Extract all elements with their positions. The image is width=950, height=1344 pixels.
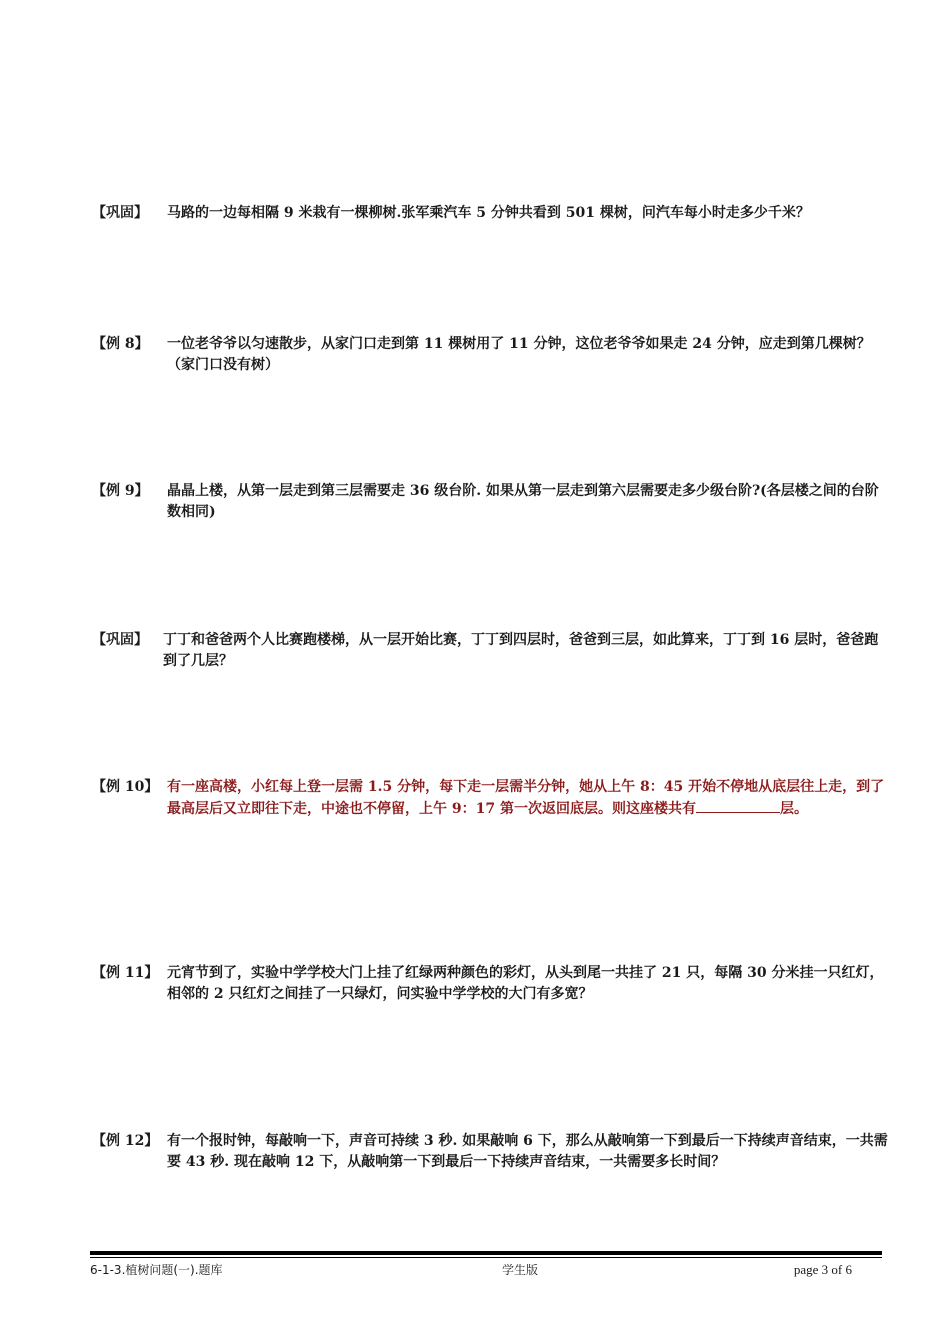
problem-text: 有一个报时钟，每敲响一下，声音可持续 3 秒. 如果敲响 6 下，那么从敲响第一下到最后一下持续声音结束，一共需要 43 秒. 现在敲响 12 下，从敲响第一下到最后一下持续声音结束，一共需要多长时间？ — [167, 1133, 888, 1170]
problem-text-before: 有一座高楼，小红每上登一层需 1.5 分钟，每下走一层需半分钟，她从上午 8：45 开始不停地从底层往上走，到了最高层后又立即往下走，中途也不停留，上午 9：17 第一次返回底层。则这座楼共有 — [167, 779, 885, 817]
problem-tag: 【例 10】 — [92, 779, 159, 795]
problem-text-after: 层。 — [779, 801, 808, 817]
problem-example-11 — [92, 963, 892, 1005]
footer-page-number: page 3 of 6 — [793, 1262, 852, 1277]
problem-example-9 — [92, 481, 892, 523]
problem-consolidation-2 — [92, 630, 892, 672]
problem-text: 一位老爷爷以匀速散步，从家门口走到第 11 棵树用了 11 分钟，这位老爷爷如果走 24 分钟，应走到第几棵树？（家门口没有树） — [167, 336, 871, 373]
footer-rule-thick — [90, 1251, 882, 1255]
problem-text: 马路的一边每相隔 9 米栽有一棵柳树.张军乘汽车 5 分钟共看到 501 棵树，问汽车每小时走多少千米？ — [167, 205, 810, 221]
problem-example-10 — [92, 777, 892, 820]
problem-text — [167, 777, 892, 820]
footer-edition: 学生版 — [502, 1263, 539, 1277]
problem-tag: 【巩固】 — [92, 205, 148, 221]
problem-tag: 【例 11】 — [92, 965, 159, 981]
problem-example-12 — [92, 1131, 892, 1173]
problem-text: 元宵节到了，实验中学学校大门上挂了红绿两种颜色的彩灯，从头到尾一共挂了 21 只，每隔 30 分米挂一只红灯，相邻的 2 只红灯之间挂了一只绿灯，问实验中学学校的大门有多宽？ — [167, 965, 884, 1002]
page-footer — [90, 1261, 882, 1279]
problem-tag: 【例 8】 — [92, 336, 149, 352]
problem-text: 丁丁和爸爸两个人比赛跑楼梯，从一层开始比赛，丁丁到四层时，爸爸到三层，如此算来，丁丁到 16 层时，爸爸跑到了几层？ — [163, 632, 879, 669]
answer-blank — [696, 798, 780, 813]
footer-rule-thin — [90, 1257, 882, 1258]
problem-text: 晶晶上楼，从第一层走到第三层需要走 36 级台阶. 如果从第一层走到第六层需要走多少级台阶?(各层楼之间的台阶数相同) — [167, 483, 879, 520]
problem-tag: 【例 12】 — [92, 1133, 159, 1149]
problem-consolidation-1 — [92, 203, 892, 224]
problem-tag: 【巩固】 — [92, 632, 148, 648]
problem-example-8 — [92, 334, 892, 376]
problem-tag: 【例 9】 — [92, 483, 149, 499]
footer-document-title: 6-1-3.植树问题(一).题库 — [90, 1263, 223, 1277]
